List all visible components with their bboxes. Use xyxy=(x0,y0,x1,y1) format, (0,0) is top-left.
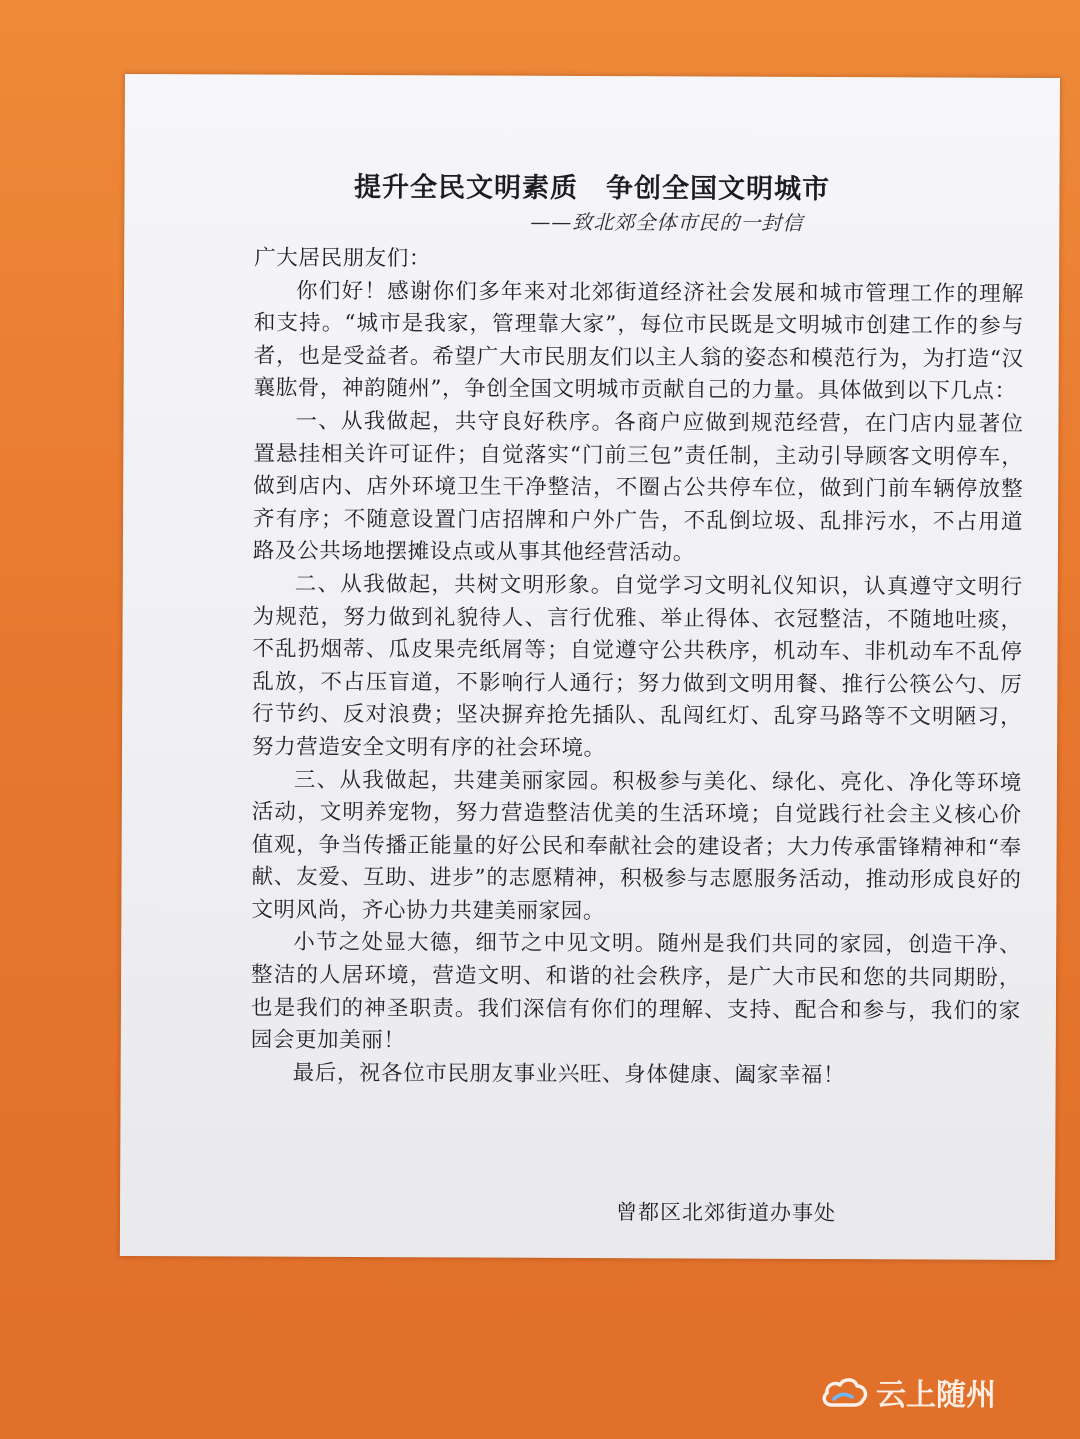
paragraph-point-three: 三、从我做起，共建美丽家园。积极参与美化、绿化、亮化、净化等环境活动，文明养宠物，努力营造整洁优美的生活环境；自觉践行社会主义核心价值观，争当传播正能量的好公民和奉献社会的建设者；大力传承雷锋精神和“奉献、友爱、互助、进步”的志愿精神，积极参与志愿服务活动，推动形成良好的文明风尚，齐心协力共建美丽家园。 xyxy=(251,767,1022,924)
paragraph-closing: 小节之处显大德，细节之中见文明。随州是我们共同的家园，创造干净、整洁的人居环境，营造文明、和谐的社会秩序，是广大市民和您的共同期盼，也是我们的神圣职责。我们深信有你们的理解、支持、配合和参与，我们的家园会更加美丽！ xyxy=(250,930,1022,1054)
letter-title: 提升全民文明素质 争创全国文明城市 xyxy=(353,171,831,206)
watermark xyxy=(820,1370,996,1414)
paragraph-point-one: 一、从我做起，共守良好秩序。各商户应做到规范经营，在门店内显著位置悬挂相关许可证件；自觉落实“门前三包”责任制，主动引导顾客文明停车，做到店内、店外环境卫生干净整洁，不圈占公共停车位，做到门前车辆停放整齐有序；不随意设置门店招牌和户外广告，不乱倒垃圾、乱排污水，不占用道路及公共场地摆摊设点或从事其他经营活动。 xyxy=(252,408,1024,566)
cloud-icon xyxy=(820,1375,870,1409)
salutation: 广大居民朋友们： xyxy=(254,245,432,272)
paragraph-wishes: 最后，祝各位市民朋友事业兴旺、身体健康、阖家幸福！ xyxy=(292,1060,846,1088)
signature: 曾都区北郊街道办事处 xyxy=(615,1200,837,1226)
letter-body xyxy=(251,243,1025,1094)
letter-subtitle: ——致北郊全体市民的一封信 xyxy=(530,209,804,235)
watermark-text: 云上随州 xyxy=(876,1378,996,1413)
letter-paper xyxy=(120,74,1060,1260)
paragraph-point-two: 二、从我做起，共树文明形象。自觉学习文明礼仪知识，认真遵守文明行为规范，努力做到礼貌待人、言行优雅、举止得体、衣冠整洁，不随地吐痰，不乱扔烟蒂、瓜皮果壳纸屑等；自觉遵守公共秩序，机动车、非机动车不乱停乱放，不占压盲道，不影响行人通行；努力做到文明用餐、推行公筷公勺、厉行节约、反对浪费；坚决摒弃抢先插队、乱闯红灯、乱穿马路等不文明陋习，努力营造安全文明有序的社会环境。 xyxy=(252,571,1023,761)
paragraph-greeting: 你们好！感谢你们多年来对北郊街道经济社会发展和城市管理工作的理解和支持。“城市是我家，管理靠大家”，每位市民既是文明城市创建工作的参与者，也是受益者。希望广大市民朋友们以主人翁的姿态和模范行为，为打造“汉襄肱骨，神韵随州”，争创全国文明城市贡献自己的力量。具体做到以下几点： xyxy=(253,278,1025,405)
